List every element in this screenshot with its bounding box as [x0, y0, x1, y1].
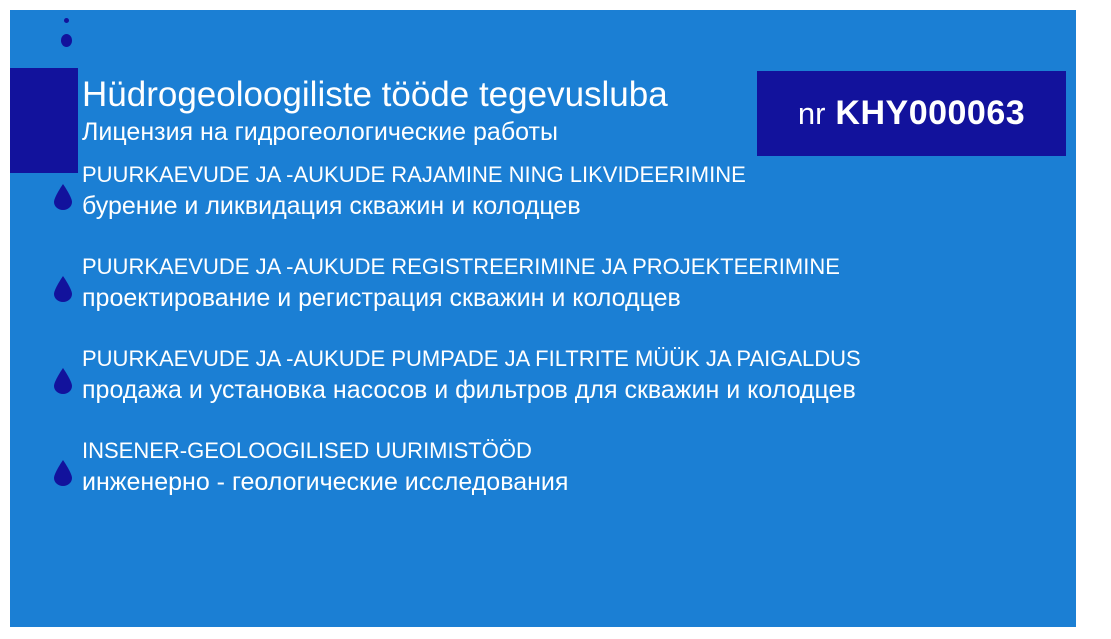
- water-drop-icon: [54, 184, 72, 210]
- logo-block: [10, 68, 78, 173]
- dot-small-icon: [64, 18, 69, 23]
- water-drop-icon: [54, 460, 72, 486]
- service-label-estonian: PUURKAEVUDE JA -AUKUDE PUMPADE JA FILTRITE MÜÜK JA PAIGALDUS: [82, 346, 861, 371]
- service-label-russian: бурение и ликвидация скважин и колодцев: [82, 192, 581, 220]
- water-drop-icon: [54, 368, 72, 394]
- water-drop-icon: [54, 276, 72, 302]
- service-label-russian: проектирование и регистрация скважин и колодцев: [82, 284, 681, 312]
- service-label-russian: продажа и установка насосов и фильтров для скважин и колодцев: [82, 376, 856, 404]
- service-label-russian: инженерно - геологические исследования: [82, 468, 569, 496]
- service-label-estonian: PUURKAEVUDE JA -AUKUDE RAJAMINE NING LIKVIDEERIMINE: [82, 162, 746, 187]
- title-estonian: Hüdrogeoloogiliste tööde tegevusluba: [82, 75, 668, 114]
- list-item: [10, 436, 1076, 506]
- list-item: [10, 252, 1076, 322]
- services-list: [10, 160, 1076, 528]
- list-item: [10, 160, 1076, 230]
- dot-medium-icon: [61, 34, 72, 47]
- licence-prefix: nr: [797, 95, 826, 131]
- list-item: [10, 344, 1076, 414]
- service-label-estonian: INSENER-GEOLOOGILISED UURIMISTÖÖD: [82, 438, 532, 463]
- licence-number: KHY000063: [835, 94, 1026, 132]
- service-label-estonian: PUURKAEVUDE JA -AUKUDE REGISTREERIMINE JA PROJEKTEERIMINE: [82, 254, 840, 279]
- poster-title: [82, 74, 782, 148]
- licence-poster: [10, 10, 1076, 627]
- licence-number-badge: [757, 71, 1066, 156]
- title-russian: Лицензия на гидрогеологические работы: [82, 118, 558, 146]
